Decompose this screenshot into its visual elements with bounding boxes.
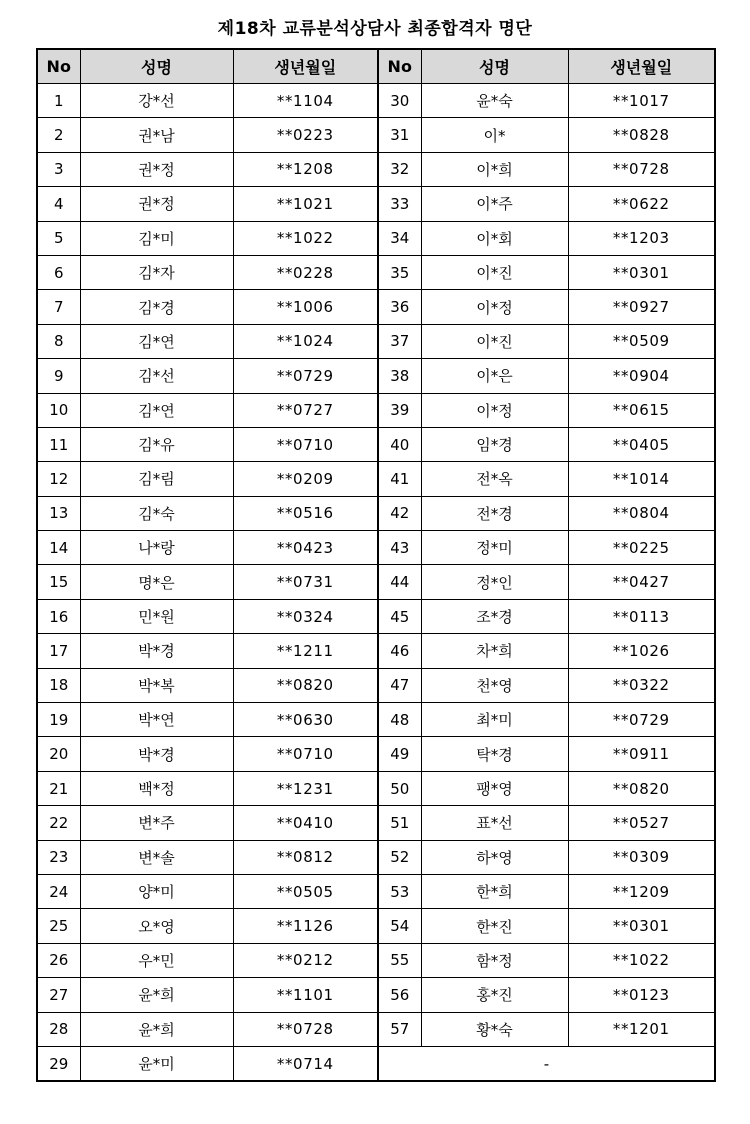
cell-no: 47 (378, 668, 421, 702)
cell-no: 4 (37, 187, 80, 221)
cell-no: 39 (378, 393, 421, 427)
cell-name: 윤*미 (80, 1046, 233, 1081)
cell-no: 10 (37, 393, 80, 427)
cell-name: 황*숙 (421, 1012, 568, 1046)
cell-birthdate: **0324 (233, 599, 378, 633)
cell-name: 한*희 (421, 874, 568, 908)
cell-no: 22 (37, 806, 80, 840)
cell-birthdate: **0828 (568, 118, 715, 152)
table-row (37, 118, 715, 152)
cell-no: 3 (37, 152, 80, 186)
cell-no: 16 (37, 599, 80, 633)
cell-birthdate: **1209 (568, 874, 715, 908)
cell-name: 정*미 (421, 531, 568, 565)
cell-name: 하*영 (421, 840, 568, 874)
table-row (37, 978, 715, 1012)
table-row (37, 909, 715, 943)
cell-name: 전*경 (421, 496, 568, 530)
table-row (37, 290, 715, 324)
cell-name: 변*주 (80, 806, 233, 840)
cell-birthdate: **0812 (233, 840, 378, 874)
cell-birthdate: **0804 (568, 496, 715, 530)
cell-no: 57 (378, 1012, 421, 1046)
header-row (37, 49, 715, 84)
cell-name: 정*인 (421, 565, 568, 599)
cell-name: 김*연 (80, 324, 233, 358)
cell-name: 김*선 (80, 359, 233, 393)
cell-no: 25 (37, 909, 80, 943)
cell-no: 36 (378, 290, 421, 324)
table-row (37, 1012, 715, 1046)
cell-name: 이*진 (421, 324, 568, 358)
cell-no: 9 (37, 359, 80, 393)
cell-no: 23 (37, 840, 80, 874)
header-birthdate-right: 생년월일 (568, 49, 715, 84)
header-no-left: No (37, 49, 80, 84)
empty-cell-dash: - (378, 1046, 715, 1081)
table-row (37, 393, 715, 427)
cell-no: 55 (378, 943, 421, 977)
table-row (37, 427, 715, 461)
cell-birthdate: **0209 (233, 462, 378, 496)
cell-name: 박*복 (80, 668, 233, 702)
cell-no: 18 (37, 668, 80, 702)
cell-no: 27 (37, 978, 80, 1012)
cell-birthdate: **0710 (233, 737, 378, 771)
table-row (37, 771, 715, 805)
cell-name: 권*정 (80, 152, 233, 186)
table-row (37, 565, 715, 599)
cell-birthdate: **0410 (233, 806, 378, 840)
cell-name: 이*주 (421, 187, 568, 221)
cell-birthdate: **0301 (568, 255, 715, 289)
cell-no: 35 (378, 255, 421, 289)
cell-birthdate: **0405 (568, 427, 715, 461)
cell-name: 김*숙 (80, 496, 233, 530)
cell-name: 조*경 (421, 599, 568, 633)
cell-birthdate: **0223 (233, 118, 378, 152)
table-row (37, 668, 715, 702)
cell-name: 김*유 (80, 427, 233, 461)
table-row (37, 874, 715, 908)
table-row (37, 806, 715, 840)
cell-no: 28 (37, 1012, 80, 1046)
cell-name: 민*원 (80, 599, 233, 633)
cell-birthdate: **0225 (568, 531, 715, 565)
cell-birthdate: **0728 (568, 152, 715, 186)
cell-name: 윤*희 (80, 1012, 233, 1046)
cell-birthdate: **1101 (233, 978, 378, 1012)
cell-birthdate: **1014 (568, 462, 715, 496)
cell-birthdate: **1203 (568, 221, 715, 255)
cell-birthdate: **1022 (233, 221, 378, 255)
cell-birthdate: **0527 (568, 806, 715, 840)
cell-no: 53 (378, 874, 421, 908)
cell-birthdate: **0710 (233, 427, 378, 461)
cell-birthdate: **1017 (568, 84, 715, 118)
cell-no: 38 (378, 359, 421, 393)
cell-name: 홍*진 (421, 978, 568, 1012)
cell-birthdate: **1201 (568, 1012, 715, 1046)
cell-name: 표*선 (421, 806, 568, 840)
cell-no: 13 (37, 496, 80, 530)
cell-no: 29 (37, 1046, 80, 1081)
cell-no: 15 (37, 565, 80, 599)
table-row (37, 531, 715, 565)
table-row (37, 737, 715, 771)
cell-no: 19 (37, 703, 80, 737)
cell-birthdate: **1021 (233, 187, 378, 221)
cell-no: 45 (378, 599, 421, 633)
cell-no: 17 (37, 634, 80, 668)
cell-no: 49 (378, 737, 421, 771)
cell-name: 천*영 (421, 668, 568, 702)
cell-no: 44 (378, 565, 421, 599)
table-row (37, 462, 715, 496)
table-row (37, 84, 715, 118)
cell-name: 박*연 (80, 703, 233, 737)
cell-birthdate: **0622 (568, 187, 715, 221)
cell-no: 24 (37, 874, 80, 908)
cell-name: 변*솔 (80, 840, 233, 874)
cell-birthdate: **0630 (233, 703, 378, 737)
cell-birthdate: **0820 (233, 668, 378, 702)
table-row (37, 496, 715, 530)
roster-body (37, 84, 715, 1082)
cell-name: 박*경 (80, 737, 233, 771)
cell-birthdate: **0228 (233, 255, 378, 289)
table-row (37, 221, 715, 255)
cell-birthdate: **1231 (233, 771, 378, 805)
cell-birthdate: **0927 (568, 290, 715, 324)
cell-birthdate: **1104 (233, 84, 378, 118)
cell-birthdate: **0727 (233, 393, 378, 427)
cell-no: 33 (378, 187, 421, 221)
header-name-right: 성명 (421, 49, 568, 84)
cell-birthdate: **0904 (568, 359, 715, 393)
header-birthdate-left: 생년월일 (233, 49, 378, 84)
table-row (37, 599, 715, 633)
cell-no: 52 (378, 840, 421, 874)
cell-birthdate: **0423 (233, 531, 378, 565)
cell-no: 56 (378, 978, 421, 1012)
cell-no: 43 (378, 531, 421, 565)
cell-birthdate: **1126 (233, 909, 378, 943)
cell-birthdate: **0820 (568, 771, 715, 805)
cell-no: 46 (378, 634, 421, 668)
cell-name: 김*미 (80, 221, 233, 255)
cell-birthdate: **1208 (233, 152, 378, 186)
cell-birthdate: **0309 (568, 840, 715, 874)
cell-name: 팽*영 (421, 771, 568, 805)
cell-name: 이*정 (421, 393, 568, 427)
cell-name: 이*회 (421, 221, 568, 255)
header-name-left: 성명 (80, 49, 233, 84)
cell-no: 5 (37, 221, 80, 255)
cell-birthdate: **0516 (233, 496, 378, 530)
cell-name: 차*희 (421, 634, 568, 668)
cell-no: 54 (378, 909, 421, 943)
table-row (37, 187, 715, 221)
cell-birthdate: **0123 (568, 978, 715, 1012)
cell-no: 51 (378, 806, 421, 840)
cell-no: 11 (37, 427, 80, 461)
cell-name: 박*경 (80, 634, 233, 668)
cell-birthdate: **0729 (233, 359, 378, 393)
cell-name: 탁*경 (421, 737, 568, 771)
table-row (37, 359, 715, 393)
cell-name: 양*미 (80, 874, 233, 908)
cell-birthdate: **1211 (233, 634, 378, 668)
cell-no: 34 (378, 221, 421, 255)
cell-no: 37 (378, 324, 421, 358)
cell-no: 41 (378, 462, 421, 496)
cell-no: 50 (378, 771, 421, 805)
cell-name: 이*진 (421, 255, 568, 289)
cell-no: 6 (37, 255, 80, 289)
cell-name: 함*정 (421, 943, 568, 977)
cell-birthdate: **0427 (568, 565, 715, 599)
cell-birthdate: **0731 (233, 565, 378, 599)
cell-no: 21 (37, 771, 80, 805)
cell-no: 30 (378, 84, 421, 118)
table-row (37, 703, 715, 737)
cell-name: 강*선 (80, 84, 233, 118)
cell-birthdate: **1022 (568, 943, 715, 977)
cell-name: 우*민 (80, 943, 233, 977)
page-title: 제18차 교류분석상담사 최종합격자 명단 (217, 19, 533, 39)
cell-birthdate: **1024 (233, 324, 378, 358)
cell-name: 이*정 (421, 290, 568, 324)
cell-birthdate: **0729 (568, 703, 715, 737)
cell-no: 40 (378, 427, 421, 461)
cell-name: 김*자 (80, 255, 233, 289)
cell-birthdate: **1006 (233, 290, 378, 324)
table-row (37, 840, 715, 874)
cell-name: 김*림 (80, 462, 233, 496)
table-row (37, 324, 715, 358)
cell-no: 14 (37, 531, 80, 565)
cell-name: 임*경 (421, 427, 568, 461)
cell-birthdate: **0212 (233, 943, 378, 977)
cell-no: 42 (378, 496, 421, 530)
cell-name: 윤*희 (80, 978, 233, 1012)
cell-no: 26 (37, 943, 80, 977)
cell-birthdate: **0301 (568, 909, 715, 943)
cell-name: 이*은 (421, 359, 568, 393)
cell-name: 이*희 (421, 152, 568, 186)
cell-birthdate: **0322 (568, 668, 715, 702)
cell-name: 김*경 (80, 290, 233, 324)
table-row (37, 1046, 715, 1081)
cell-no: 2 (37, 118, 80, 152)
cell-name: 윤*숙 (421, 84, 568, 118)
cell-birthdate: **0505 (233, 874, 378, 908)
cell-no: 8 (37, 324, 80, 358)
cell-birthdate: **0911 (568, 737, 715, 771)
cell-no: 32 (378, 152, 421, 186)
cell-no: 48 (378, 703, 421, 737)
table-row (37, 152, 715, 186)
cell-name: 한*진 (421, 909, 568, 943)
cell-name: 최*미 (421, 703, 568, 737)
cell-birthdate: **0714 (233, 1046, 378, 1081)
table-row (37, 943, 715, 977)
cell-no: 1 (37, 84, 80, 118)
table-row (37, 634, 715, 668)
cell-no: 20 (37, 737, 80, 771)
cell-name: 전*옥 (421, 462, 568, 496)
cell-no: 31 (378, 118, 421, 152)
table-row (37, 255, 715, 289)
cell-name: 권*남 (80, 118, 233, 152)
cell-name: 명*은 (80, 565, 233, 599)
cell-name: 권*정 (80, 187, 233, 221)
cell-name: 백*정 (80, 771, 233, 805)
roster-table (36, 48, 716, 1082)
cell-birthdate: **1026 (568, 634, 715, 668)
cell-birthdate: **0615 (568, 393, 715, 427)
cell-name: 이* (421, 118, 568, 152)
cell-birthdate: **0728 (233, 1012, 378, 1046)
cell-name: 오*영 (80, 909, 233, 943)
header-no-right: No (378, 49, 421, 84)
cell-no: 12 (37, 462, 80, 496)
cell-name: 김*연 (80, 393, 233, 427)
cell-no: 7 (37, 290, 80, 324)
cell-birthdate: **0113 (568, 599, 715, 633)
cell-birthdate: **0509 (568, 324, 715, 358)
cell-name: 나*랑 (80, 531, 233, 565)
